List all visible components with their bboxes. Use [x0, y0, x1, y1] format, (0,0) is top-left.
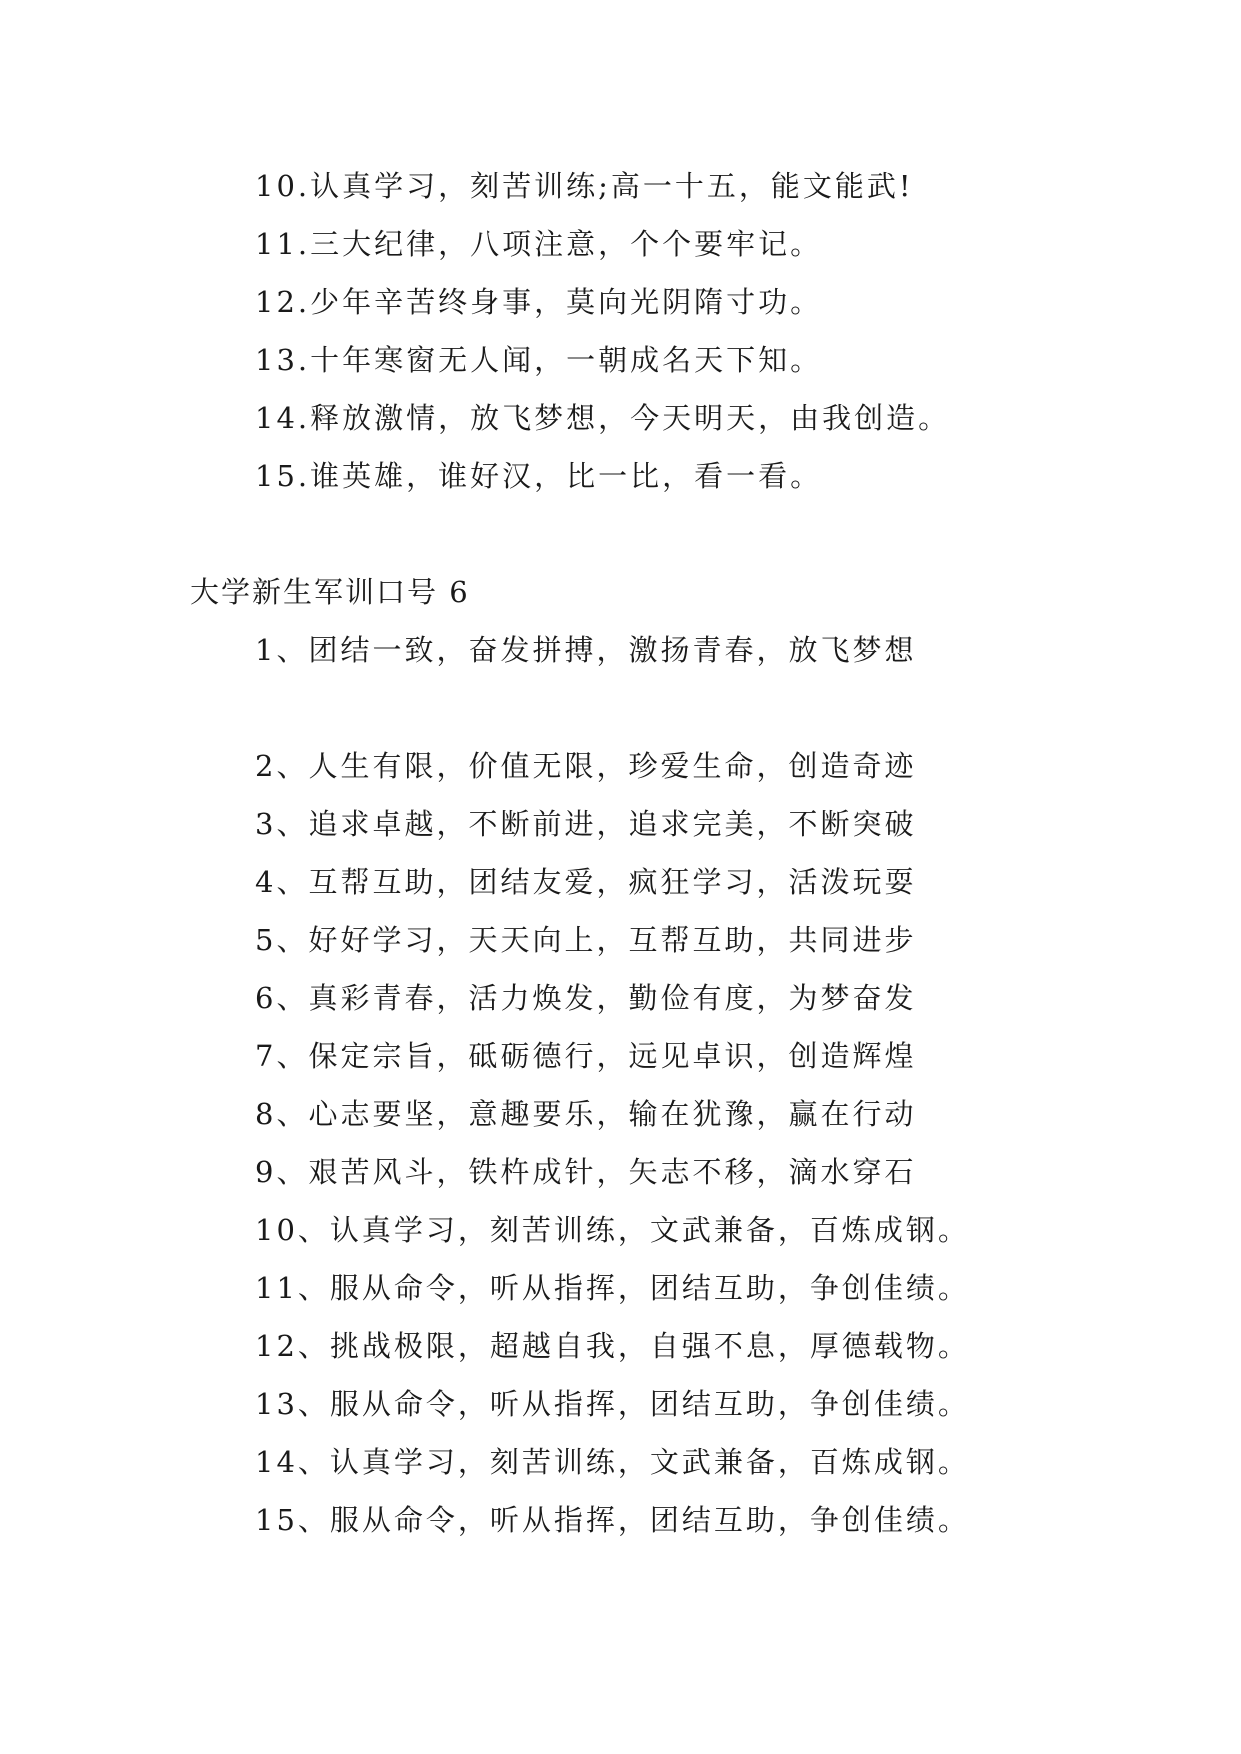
- slogan-line: 9、艰苦风斗，铁杵成针，矢志不移，滴水穿石: [255, 1155, 917, 1189]
- slogan-line: 3、追求卓越，不断前进，追求完美，不断突破: [255, 807, 917, 841]
- slogan-line: 1、团结一致，奋发拼搏，激扬青春，放飞梦想: [255, 633, 917, 667]
- slogan-line: 7、保定宗旨，砥砺德行，远见卓识，创造辉煌: [255, 1039, 917, 1073]
- slogan-line: 11.三大纪律，八项注意，个个要牢记。: [255, 227, 823, 261]
- slogan-line: 8、心志要坚，意趣要乐，输在犹豫，赢在行动: [255, 1097, 917, 1131]
- slogan-line: 4、互帮互助，团结友爱，疯狂学习，活泼玩耍: [255, 865, 917, 899]
- slogan-line: 2、人生有限，价值无限，珍爱生命，创造奇迹: [255, 749, 917, 783]
- slogan-line: 12.少年辛苦终身事，莫向光阴隋寸功。: [255, 285, 823, 319]
- slogan-line: 14.释放激情，放飞梦想，今天明天，由我创造。: [255, 401, 951, 435]
- slogan-line: 6、真彩青春，活力焕发，勤俭有度，为梦奋发: [255, 981, 917, 1015]
- slogan-line: 12、挑战极限，超越自我，自强不息，厚德载物。: [255, 1329, 970, 1363]
- slogan-line: 10.认真学习，刻苦训练;高一十五，能文能武!: [255, 169, 914, 203]
- slogan-line: 15、服从命令，听从指挥，团结互助，争创佳绩。: [255, 1503, 970, 1537]
- slogan-line: 14、认真学习，刻苦训练，文武兼备，百炼成钢。: [255, 1445, 970, 1479]
- slogan-line: 13、服从命令，听从指挥，团结互助，争创佳绩。: [255, 1387, 970, 1421]
- slogan-line: 10、认真学习，刻苦训练，文武兼备，百炼成钢。: [255, 1213, 970, 1247]
- section-heading: 大学新生军训口号 6: [190, 575, 470, 609]
- slogan-line: 5、好好学习，天天向上，互帮互助，共同进步: [255, 923, 917, 957]
- slogan-line: 15.谁英雄，谁好汉，比一比，看一看。: [255, 459, 823, 493]
- slogan-line: 13.十年寒窗无人闻，一朝成名天下知。: [255, 343, 823, 377]
- slogan-line: 11、服从命令，听从指挥，团结互助，争创佳绩。: [255, 1271, 970, 1305]
